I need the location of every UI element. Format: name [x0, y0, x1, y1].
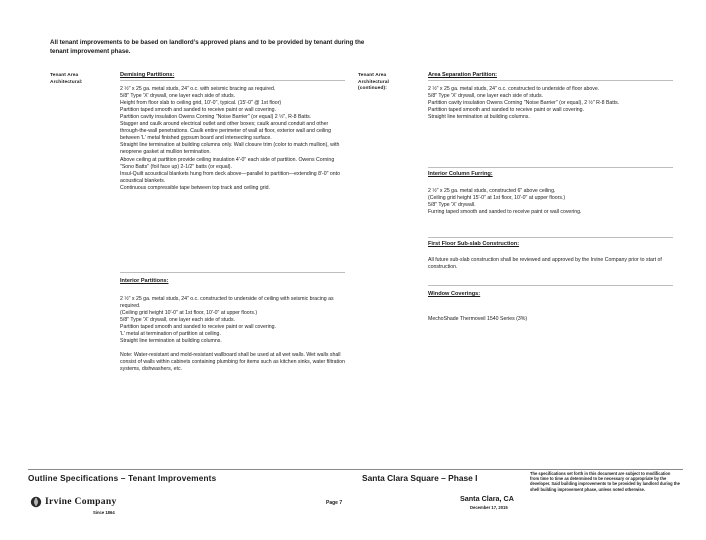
logo-name: Irvine Company	[45, 496, 117, 507]
project-location: Santa Clara, CA	[460, 494, 514, 503]
demising-line: 5/8" Type 'X' drywall, one layer each side of studs.	[120, 93, 236, 100]
project-name: Santa Clara Square – Phase I	[362, 473, 478, 483]
area-separation-line: 2 ½" x 25 ga. metal studs, 24" o.c. constructed to underside of floor above.	[428, 86, 600, 93]
area-separation-line: Partition taped smooth and sanded to receive paint or wall covering.	[428, 107, 585, 114]
area-separation-line: Straight line termination at building columns.	[428, 114, 530, 121]
right-side-label: Tenant Area Architectural (continued):	[358, 73, 389, 91]
demising-line: Straight line termination at building columns only. Wall closure trim (color to match mullion), with neoprene gasket at mullion termination.	[120, 142, 340, 156]
demising-line: Continuous compressible tape between top track and ceiling grid.	[120, 184, 270, 191]
right-rule-4	[428, 285, 673, 286]
interior-line: Partition taped smooth and sanded to receive paint or wall covering.	[120, 324, 277, 331]
left-side-label: Tenant Area Architectural:	[50, 73, 83, 85]
right-rule-3	[428, 237, 673, 238]
demising-line: Above ceiling at partition provide ceiling insulation 4'-0" each side of partition. Owens Corning "Sono Batts" (foil face up) 2-1/2" batts (or equal).	[120, 156, 335, 170]
area-separation-line: Partition cavity insulation Owens Corning "Noise Barrier" (or equal), 2 ½" R-8 Batts.	[428, 100, 620, 107]
intro-text: All tenant improvements to be based on landlord’s approved plans and to be provided by tenant during the tenant improvement phase.	[50, 39, 365, 55]
sub-slab-heading: First Floor Sub-slab Construction:	[428, 241, 520, 247]
right-column	[428, 72, 673, 121]
sub-slab-line: All future sub-slab construction shall be reviewed and approved by the Irvine Company prior to start of construction.	[428, 257, 662, 271]
column-furring-line: (Ceiling grid height 15'-0" at 1st floor, 10'-0" at upper floors.)	[428, 195, 566, 202]
interior-line: 2 ½" x 25 ga. metal studs, 24" o.c. constructed to underside of ceiling with seismic bracing as required.	[120, 296, 334, 310]
interior-line: (Ceiling grid height 10'-0" at 1st floor, 10'-0" at upper floors.)	[120, 310, 258, 317]
area-separation-heading: Area Separation Partition:	[428, 72, 498, 78]
footer-rule	[28, 469, 683, 470]
window-coverings-line: MechoShade Thermoveil 1540 Series (3%)	[428, 316, 528, 323]
wet-wall-note: Note: Water-resistant and mold-resistant wallboard shall be used at all wet walls. Wet walls shall consist of walls within cabinets containing plumbing for items such as kitchen sinks, water filtration systems, dishwashers, etc.	[120, 352, 345, 373]
column-furring-heading: Interior Column Furring:	[428, 171, 493, 177]
document-date: December 17, 2015	[470, 505, 508, 510]
demising-line: Partition taped smooth and sanded to receive paint or wall covering.	[120, 107, 277, 114]
sub-slab	[428, 241, 673, 271]
footer-title: Outline Specifications – Tenant Improvements	[28, 474, 217, 483]
demising-line: Height from floor slab to ceiling grid, 10'-0", typical. (15'-0" @ 1st floor)	[120, 100, 282, 107]
demising-line: 2 ½" x 25 ga. metal studs, 24" o.c. with seismic bracing as required.	[120, 86, 276, 93]
interior-line: 'L' metal at termination of partition at ceiling.	[120, 331, 221, 338]
irvine-leaf-icon	[30, 496, 42, 508]
page-number: Page 7	[326, 500, 343, 506]
demising-line: Stagger and caulk around electrical outlet and other boxes; caulk around conduit and other through-the-wall penetrations. Caulk entire perimeter of wall at floor, exterior wall and ceiling between 'L' metal finished gypsum board and intersecting surface.	[120, 121, 332, 142]
column-furring-line: Furring taped smooth and sanded to receive paint or wall covering.	[428, 209, 582, 216]
demising-heading: Demising Partitions:	[120, 72, 175, 78]
footer-disclaimer: The specifications set forth in this document are subject to modification from time to time as determined to be necessary or appropriate by the developer. Said building improvements to be provided by landlord during the shell building improvement phase, unless noted otherwise.	[530, 471, 680, 492]
column-furring	[428, 171, 673, 216]
column-furring-line: 2 ½" x 25 ga. metal studs, constructed 6" above ceiling.	[428, 188, 556, 195]
interior-heading: Interior Partitions:	[120, 278, 169, 284]
right-rule-2	[428, 167, 673, 168]
logo-since: Since 1864	[93, 510, 115, 515]
demising-line: Partition cavity insulation Owens Corning "Noise Barrier" (or equal) 2 ½", R-8 Batts.	[120, 114, 312, 121]
demising-line: Insul-Quilt acoustical blankets hung from deck above—parallel to partition—extending 8'-0" onto acoustical blankets.	[120, 170, 340, 184]
interior-line: Straight line termination at building columns.	[120, 338, 222, 345]
interior-partitions	[120, 278, 345, 374]
left-column	[120, 72, 345, 192]
interior-line: 5/8" Type 'X' drywall, one layer each side of studs.	[120, 317, 236, 324]
column-furring-line: 5/8" Type 'X' drywall.	[428, 202, 476, 209]
window-coverings	[428, 291, 673, 323]
left-mid-rule	[120, 272, 345, 273]
area-separation-line: 5/8" Type 'X' drywall, one layer each side of studs.	[428, 93, 544, 100]
irvine-company-logo	[30, 495, 140, 519]
window-coverings-heading: Window Coverings:	[428, 291, 481, 297]
